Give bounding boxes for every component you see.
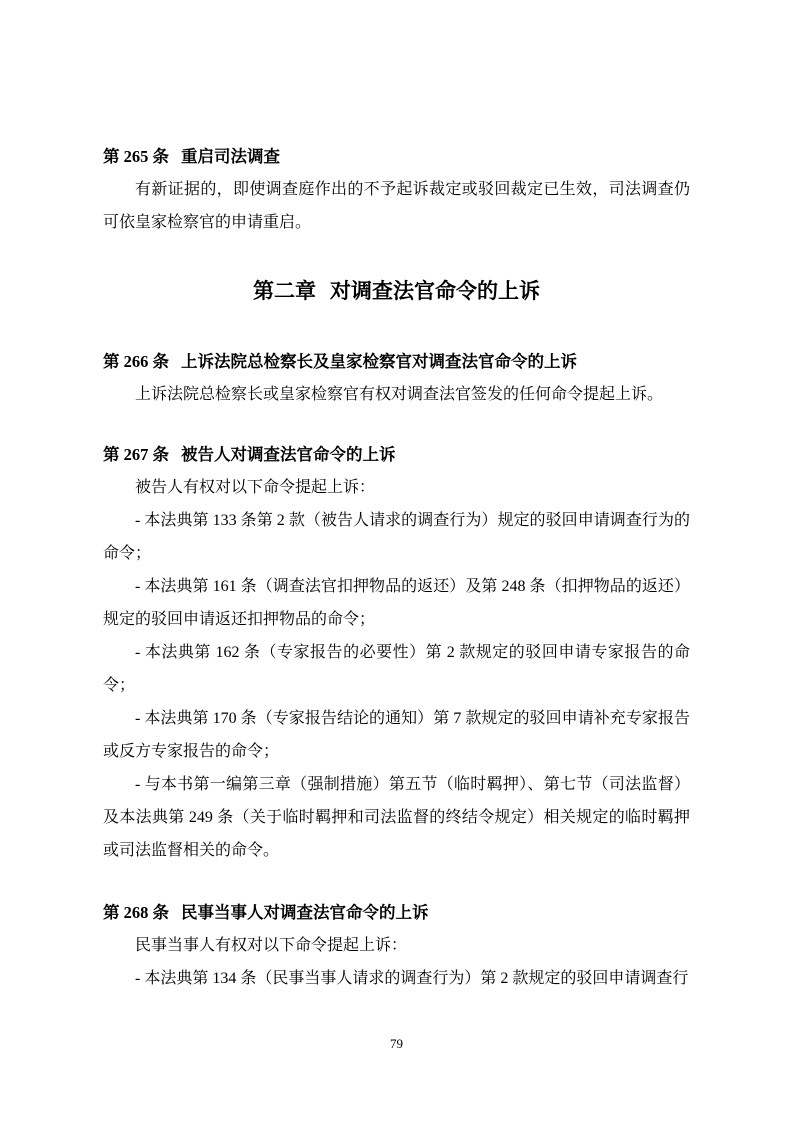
article-268-item-1: - 本法典第 134 条（民事当事人请求的调查行为）第 2 款规定的驳回申请调查行 (135, 970, 689, 987)
article-267-item-5: - 与本书第一编第三章（强制措施）第五节（临时羁押）、第七节（司法监督）及本法典第 249 条（关于临时羁押和司法监督的终结令规定）相关规定的临时羁押或司法监督相关的命令。 (103, 776, 690, 859)
article-266 (103, 345, 690, 411)
article-266-number: 第 266 条 (103, 352, 169, 371)
article-268-intro: 民事当事人有权对以下命令提起上诉： (135, 937, 408, 954)
article-266-paragraph: 上诉法院总检察长或皇家检察官有权对调查法官签发的任何命令提起上诉。 (135, 386, 664, 403)
article-267-item-4: - 本法典第 170 条（专家报告结论的通知）第 7 款规定的驳回申请补充专家报告或反方专家报告的命令； (103, 710, 690, 760)
article-265-number: 第 265 条 (103, 147, 169, 166)
article-265-heading (103, 140, 690, 173)
article-268-title: 民事当事人对调查法官命令的上诉 (181, 903, 429, 922)
article-267-item-1: - 本法典第 133 条第 2 款（被告人请求的调查行为）规定的驳回申请调查行为的命令； (103, 512, 690, 562)
article-267-intro: 被告人有权对以下命令提起上诉： (135, 479, 376, 496)
article-266-title: 上诉法院总检察长及皇家检察官对调查法官命令的上诉 (181, 352, 577, 371)
article-267-item-3: - 本法典第 162 条（专家报告的必要性）第 2 款规定的驳回申请专家报告的命令； (103, 644, 690, 694)
article-265-paragraph: 有新证据的，即使调查庭作出的不予起诉裁定或驳回裁定已生效，司法调查仍可依皇家检察官的申请重启。 (103, 181, 690, 231)
article-266-heading (103, 345, 690, 378)
article-268-number: 第 268 条 (103, 903, 169, 922)
chapter-2-title: 对调查法官命令的上诉 (330, 279, 540, 303)
article-267-heading (103, 438, 690, 471)
article-268 (103, 896, 690, 995)
article-267-number: 第 267 条 (103, 445, 169, 464)
chapter-2-number: 第二章 (253, 279, 316, 303)
chapter-2-heading (103, 273, 690, 309)
article-268-heading (103, 896, 690, 929)
article-265-title: 重启司法调查 (181, 147, 280, 166)
article-267-title: 被告人对调查法官命令的上诉 (181, 445, 396, 464)
page-number: 79 (390, 1036, 403, 1051)
article-267 (103, 438, 690, 867)
article-265 (103, 140, 690, 239)
article-267-item-2: - 本法典第 161 条（调查法官扣押物品的返还）及第 248 条（扣押物品的返还）规定的驳回申请返还扣押物品的命令； (103, 578, 690, 628)
